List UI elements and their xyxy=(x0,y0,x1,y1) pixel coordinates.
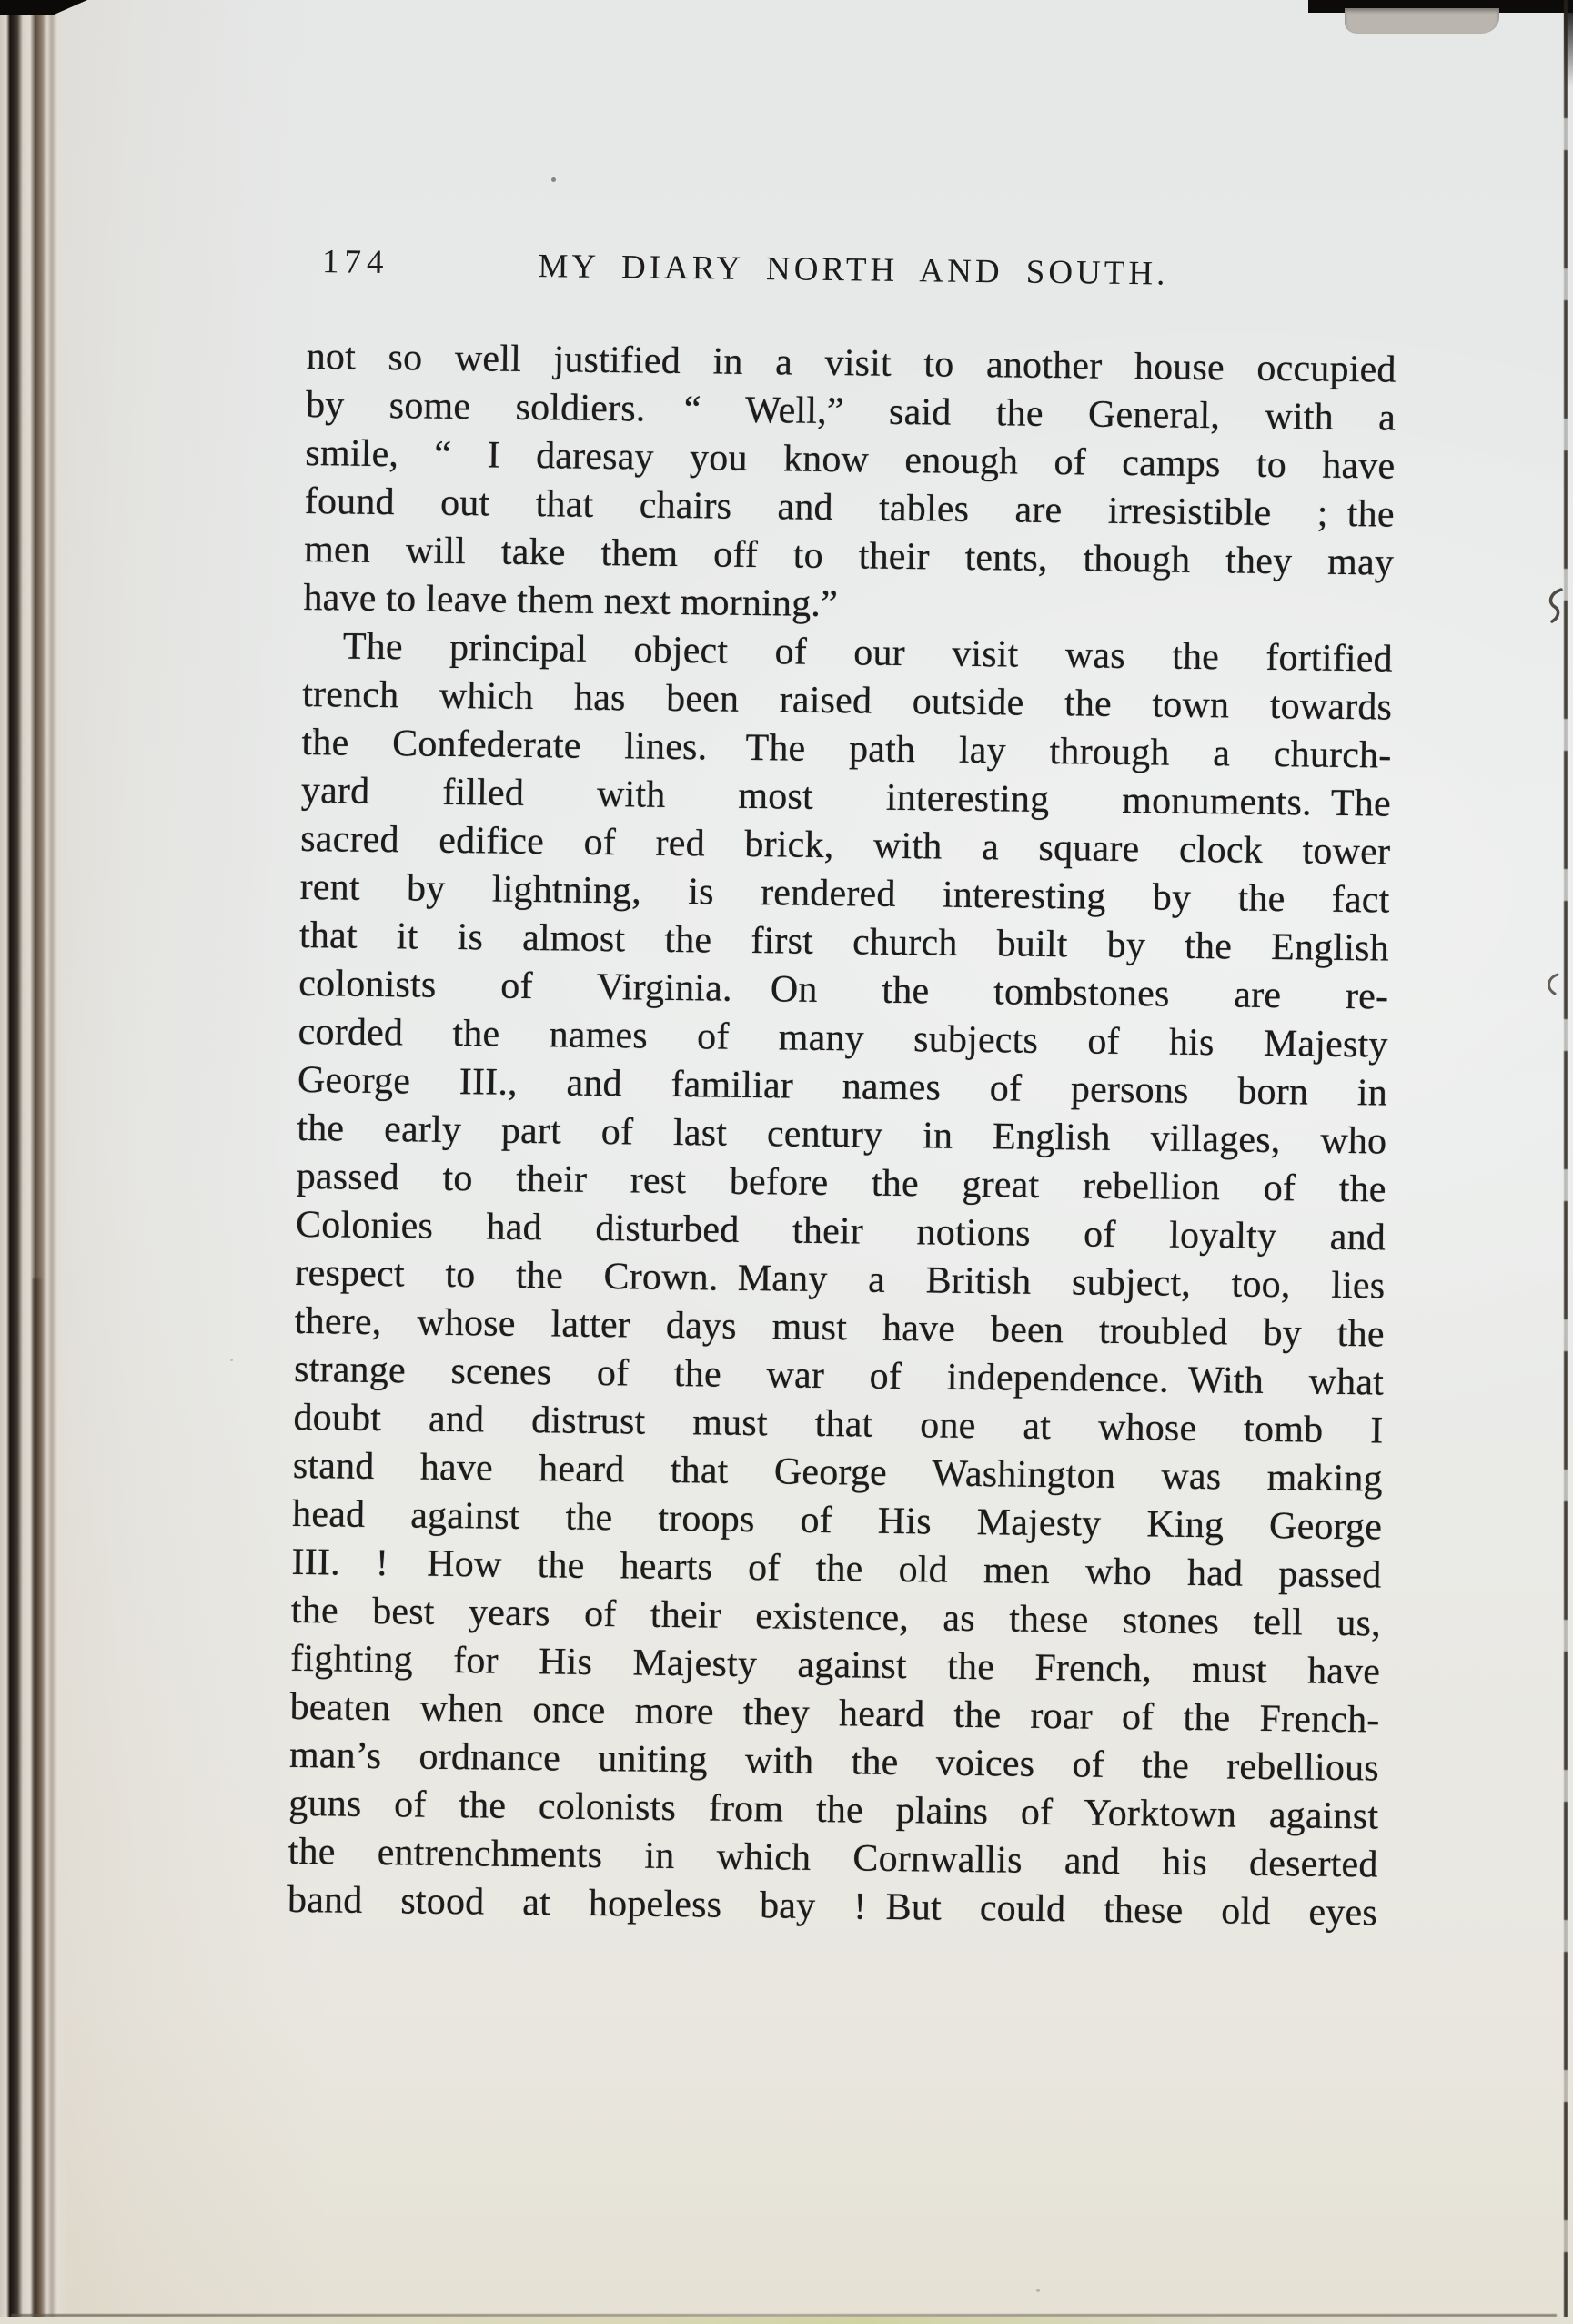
text-line: there, whose latter days must have been troubled by the xyxy=(294,1299,1385,1356)
text-line: yard filled with most interesting monuments. The xyxy=(300,769,1392,825)
text-line: III. ! How the hearts of the old men who had passed xyxy=(291,1541,1382,1597)
text-line: doubt and distrust must that one at whose tomb I xyxy=(293,1396,1384,1452)
text-line: smile, “ I daresay you know enough of camps to have xyxy=(305,431,1396,488)
text-line: trench which has been raised outside the town towards xyxy=(301,672,1393,729)
text-line: strange scenes of the war of independence. With what xyxy=(293,1348,1385,1404)
text-line: beaten when once more they heard the roar of the French- xyxy=(289,1685,1380,1742)
running-title: MY DIARY NORTH AND SOUTH. xyxy=(538,248,1169,293)
text-line: passed to their rest before the great rebellion of the xyxy=(296,1155,1386,1211)
text-line: the entrenchments in which Cornwallis and his deserted xyxy=(287,1830,1378,1886)
text-line: head against the troops of His Majesty King George xyxy=(291,1492,1383,1549)
text-line: the early part of last century in English villages, who xyxy=(297,1106,1387,1163)
text-line: man’s ordnance uniting with the voices of the rebellious xyxy=(288,1733,1380,1790)
text-line: guns of the colonists from the plains of Yorktown against xyxy=(288,1782,1379,1838)
text-line: the Confederate lines. The path lay through a church- xyxy=(301,721,1392,777)
text-line: not so well justified in a visit to another house occupied xyxy=(306,335,1397,391)
text-line: corded the names of many subjects of his Majesty xyxy=(297,1010,1388,1066)
text-line: sacred edifice of red brick, with a square clock tower xyxy=(299,817,1391,874)
text-line: that it is almost the first church built by the English xyxy=(298,914,1390,970)
body-text xyxy=(287,333,1397,1938)
text-line: stand have heard that George Washington was making xyxy=(292,1444,1384,1500)
text-line: rent by lightning, is rendered interesting by the fact xyxy=(299,865,1390,922)
text-line: colonists of Virginia. On the tombstones are re- xyxy=(298,962,1389,1018)
text-line: respect to the Crown. Many a British subject, too, lies xyxy=(295,1251,1386,1308)
text-line: George III., and familiar names of persons born in xyxy=(297,1058,1388,1115)
text-line: The principal object of our visit was the fortified xyxy=(342,625,1394,681)
text-line: the best years of their existence, as these stones tell us, xyxy=(290,1589,1382,1645)
page-number: 174 xyxy=(321,243,389,282)
text-line: by some soldiers. “ Well,” said the General, with a xyxy=(305,383,1397,440)
page-header xyxy=(309,242,1397,299)
text-line: fighting for His Majesty against the French, must have xyxy=(289,1637,1381,1693)
text-line: Colonies had disturbed their notions of loyalty and xyxy=(295,1203,1386,1259)
text-line: have to leave them next morning.” xyxy=(303,576,839,626)
text-line: found out that chairs and tables are irresistible ; the xyxy=(304,480,1396,536)
text-line: band stood at hopeless bay ! But could these old eyes xyxy=(287,1878,1378,1935)
text-line: men will take them off to their tents, though they may xyxy=(303,528,1395,584)
